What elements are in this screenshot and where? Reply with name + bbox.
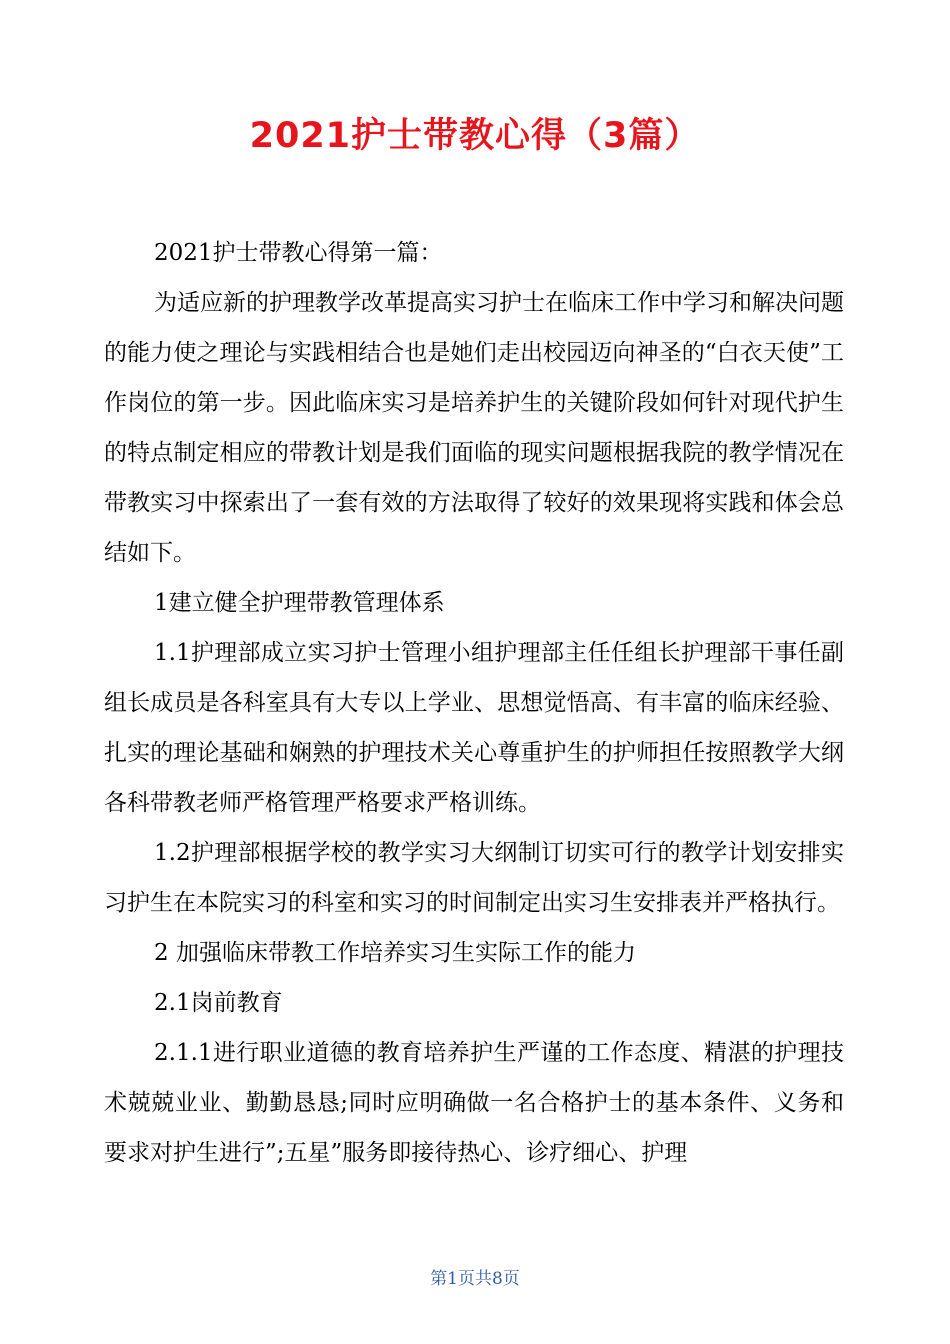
paragraph-1-1: 1.1护理部成立实习护士管理小组护理部主任任组长护理部干事任副组长成员是各科室具有大专以上学业、思想觉悟高、有丰富的临床经验、扎实的理论基础和娴熟的护理技术关心尊重护生的护师担任按照教学大纲各科带教老师严格管理严格要求严格训练。 [104,640,844,816]
document-body [104,228,844,1178]
paragraph-1-2: 1.2护理部根据学校的教学实习大纲制订切实可行的教学计划安排实习护生在本院实习的科室和实习的时间制定出实习生安排表并严格执行。 [104,840,844,916]
document-title: 2021护士带教心得（3篇） [249,116,701,156]
paragraph-section-heading: 2021护士带教心得第一篇： [154,240,443,266]
paragraph-2-1-1: 2.1.1进行职业道德的教育培养护生严谨的工作态度、精湛的护理技术兢兢业业、勤勤恳恳;同时应明确做一名合格护士的基本条件、义务和要求对护生进行”;五星”服务即接待热心、诊疗细心、护理 [104,1040,844,1166]
paragraph-heading-2: 2 加强临床带教工作培养实习生实际工作的能力 [154,940,636,966]
page-footer: 第1页共8页 [430,1269,520,1289]
paragraph-intro: 为适应新的护理教学改革提高实习护士在临床工作中学习和解决问题的能力使之理论与实践相结合也是她们走出校园迈向神圣的“白衣天使”工作岗位的第一步。因此临床实习是培养护生的关键阶段如何针对现代护生的特点制定相应的带教计划是我们面临的现实问题根据我院的教学情况在带教实习中探索出了一套有效的方法取得了较好的效果现将实践和体会总结如下。 [104,290,844,566]
paragraph-heading-1: 1建立健全护理带教管理体系 [154,590,445,616]
paragraph-heading-2-1: 2.1岗前教育 [154,990,283,1016]
